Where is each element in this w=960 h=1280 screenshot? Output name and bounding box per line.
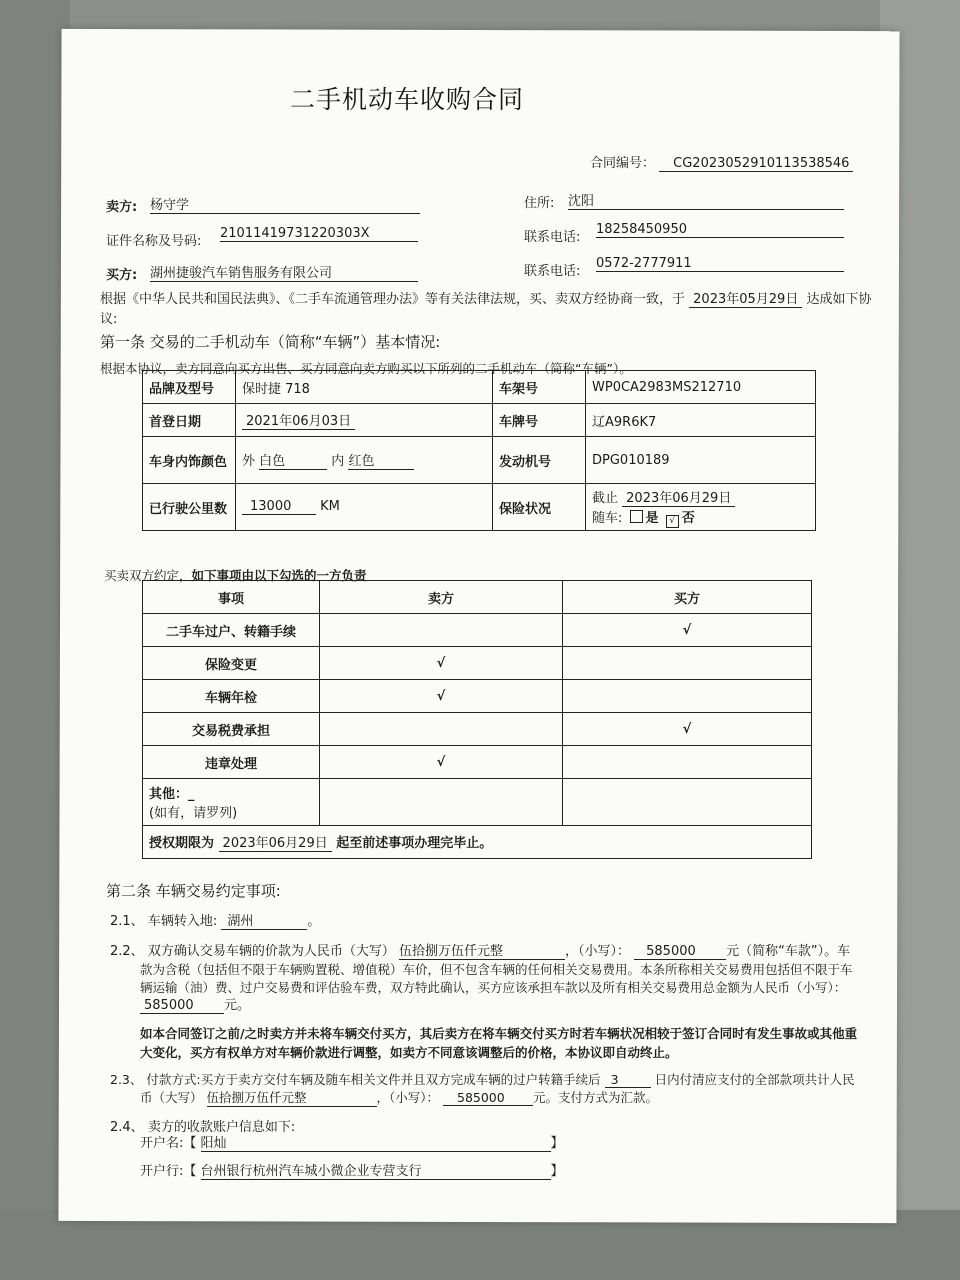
account-bank: 台州银行杭州汽车城小微企业专营支行 — [201, 1160, 551, 1180]
registration-value: 2021年06月03日 — [242, 410, 355, 430]
clause-end: 元。 — [224, 998, 251, 1013]
clause-2-2-line2: 款为含税（包括但不限于车辆购置税、增值税）车价，但不包含车辆的任何相关交易费用。本条所称相关交易费用包括但不限于车 — [140, 962, 853, 977]
contract-title: 二手机动车收购合同 — [290, 85, 525, 114]
table-row — [143, 647, 812, 680]
duty-seller — [320, 614, 563, 647]
clause-2-2-line1 — [110, 940, 850, 960]
other-seller — [320, 779, 563, 826]
preamble-line1 — [100, 288, 871, 308]
clause-text-5: 元。支付方式为汇款。 — [533, 1090, 659, 1105]
duty-seller: √ — [320, 746, 563, 779]
engine-label: 发动机号 — [493, 437, 586, 484]
vin-label: 车架号 — [493, 371, 586, 404]
agreement-intro-text: 买卖双方约定， — [104, 568, 192, 583]
bracket-end: 】 — [550, 1164, 564, 1179]
preamble-line2: 议: — [100, 312, 118, 327]
brand-value: 保时捷 718 — [236, 371, 493, 404]
clause-text-3: 币（大写） — [140, 1090, 203, 1105]
clause-2-2-line3: 辆运输（油）费、过户交易费和评估验车费，双方特此确认，买方应该承担车款以及所有相关交易费用总金额为人民币（小写）： — [140, 980, 847, 995]
table-row — [143, 713, 812, 746]
preamble-text-2: 达成如下协 — [806, 292, 872, 307]
clause-text: 付款方式:买方于卖方交付车辆及随车相关文件并且双方完成车辆的过户转籍手续后 — [146, 1072, 601, 1087]
article1-title: 第一条 交易的二手机动车（简称“车辆”）基本情况: — [100, 333, 441, 351]
outer-color: 白色 — [259, 450, 327, 470]
vin-value: WP0CA2983MS212710 — [586, 371, 816, 404]
price-lowercase: 585000 — [634, 944, 726, 960]
mileage-cell — [236, 484, 493, 531]
inner-color: 红色 — [348, 450, 414, 470]
table-row — [143, 779, 812, 826]
bold-clause-line1: 如本合同签订之前/之时卖方并未将车辆交付买方，其后卖方在将车辆交付买方时若车辆状况相较于签订合同时有发生事故或其他重 — [140, 1026, 858, 1041]
duty-buyer: √ — [563, 614, 812, 647]
clause-number: 2.3、 — [110, 1072, 143, 1087]
mileage-value: 13000 — [242, 499, 316, 515]
duty-buyer: √ — [563, 713, 812, 746]
table-row — [143, 404, 816, 437]
header-item: 事项 — [143, 581, 320, 614]
other-buyer — [563, 779, 812, 826]
deadline-tail: 起至前述事项办理完毕止。 — [336, 836, 493, 851]
table-row — [143, 484, 816, 531]
plate-label: 车牌号 — [493, 404, 586, 437]
other-cell — [143, 779, 320, 826]
seller-phone-label: 联系电话: — [524, 230, 581, 245]
header-seller: 卖方 — [320, 581, 563, 614]
seller-id-label: 证件名称及号码: — [106, 234, 202, 249]
clause-number: 2.1、 — [110, 914, 144, 929]
header-buyer: 买方 — [563, 581, 812, 614]
other-label: 其他：_ — [149, 787, 195, 802]
duty-buyer — [563, 680, 812, 713]
seller-label: 卖方: — [106, 200, 138, 215]
agreement-date: 2023年05月29日 — [689, 288, 802, 308]
engine-value: DPG010189 — [586, 437, 816, 484]
clause-number: 2.2、 — [110, 944, 144, 959]
no-checkbox[interactable]: √ — [666, 515, 679, 528]
duties-table — [142, 580, 812, 859]
insurance-follow-label: 随车: — [592, 510, 623, 526]
seller-address: 沈阳 — [568, 190, 844, 210]
table-row — [143, 437, 816, 484]
bracket-end: 】 — [550, 1136, 564, 1151]
duty-item: 保险变更 — [143, 647, 320, 680]
duty-seller: √ — [320, 680, 563, 713]
clause-2-1 — [110, 910, 320, 930]
duty-item: 二手车过户、转籍手续 — [143, 614, 320, 647]
payment-lowercase: 585000 — [443, 1090, 533, 1106]
payment-days: 3 — [605, 1072, 651, 1088]
seller-id: 21011419731220303X — [220, 226, 418, 242]
table-row — [143, 371, 816, 404]
buyer-phone-label: 联系电话: — [524, 264, 581, 279]
duty-item: 车辆年检 — [143, 680, 320, 713]
clause-end: 。 — [307, 914, 321, 929]
clause-2-3-line2 — [140, 1088, 658, 1107]
registration-cell — [236, 404, 493, 437]
yes-label: 是 — [645, 510, 659, 526]
clause-text: 卖方的收款账户信息如下: — [147, 1120, 296, 1135]
buyer-label: 买方: — [106, 268, 138, 283]
deadline-label: 授权期限为 — [149, 836, 215, 851]
price-uppercase: 伍拾捌万伍仟元整 — [399, 940, 565, 960]
duty-seller — [320, 713, 563, 746]
clause-text-4: ，（小写）： — [376, 1090, 440, 1105]
account-holder-row — [140, 1132, 564, 1152]
total-amount: 585000 — [140, 998, 224, 1014]
destination-value: 湖州 — [221, 910, 307, 930]
other-hint: (如有，请罗列) — [149, 806, 238, 821]
clause-text: 车辆转入地: — [147, 914, 218, 929]
clause-text-2: 日内付清应支付的全部款项共计人民 — [654, 1072, 855, 1087]
agreement-intro-bold: 如下事项由以下勾选的一方负责 — [191, 568, 367, 583]
account-holder: 阳灿 — [201, 1132, 551, 1152]
plate-value: 辽A9R6K7 — [586, 404, 816, 437]
clause-2-2-line4 — [140, 994, 250, 1014]
no-label: 否 — [681, 510, 695, 526]
account-holder-label: 开户名:【 — [140, 1136, 197, 1151]
seller-phone: 18258450950 — [596, 222, 844, 238]
article1-intro: 根据本协议，卖方同意向买方出售、买方同意向卖方购买以下所列的二手机动车（简称“车辆”）。 — [100, 361, 632, 376]
payment-uppercase: 伍拾捌万伍仟元整 — [207, 1088, 377, 1107]
contract-number-label: 合同编号： — [590, 156, 656, 171]
preamble-text: 根据《中华人民共和国民法典》、《二手车流通管理办法》等有关法律法规，买、卖双方经协商一致，于 — [100, 292, 686, 307]
contract-number-row — [590, 152, 853, 172]
account-bank-row — [140, 1160, 564, 1180]
contract-number: CG2023052910113538546 — [659, 156, 853, 172]
duty-item: 交易税费承担 — [143, 713, 320, 746]
color-label: 车身内饰颜色 — [143, 437, 236, 484]
seller-name: 杨守学 — [150, 194, 420, 214]
insurance-label: 保险状况 — [493, 484, 586, 531]
seller-address-label: 住所: — [524, 196, 555, 211]
yes-checkbox[interactable] — [630, 510, 643, 523]
article2-title: 第二条 车辆交易约定事项: — [106, 882, 281, 900]
mileage-unit: KM — [320, 499, 340, 514]
table-row — [143, 581, 812, 614]
clause-text: 双方确认交易车辆的价款为人民币（大写） — [147, 944, 395, 959]
table-row — [143, 826, 812, 859]
table-row — [143, 746, 812, 779]
bold-clause-line2: 大变化，买方有权单方对车辆价款进行调整，如卖方不同意该调整后的价格，本协议即自动终止。 — [140, 1045, 678, 1060]
inner-color-label: 内 — [331, 454, 345, 469]
account-bank-label: 开户行:【 — [140, 1164, 197, 1179]
clause-number: 2.4、 — [110, 1120, 144, 1135]
table-row — [143, 680, 812, 713]
insurance-cell — [586, 484, 816, 531]
vehicle-info-table — [142, 370, 816, 531]
buyer-phone: 0572-2777911 — [596, 256, 844, 272]
duty-seller: √ — [320, 647, 563, 680]
deadline-cell — [143, 826, 812, 859]
clause-text-2: ，（小写）： — [564, 944, 630, 959]
deadline-date: 2023年06月29日 — [219, 832, 332, 852]
insurance-until: 2023年06月29日 — [622, 487, 735, 507]
insurance-until-label: 截止 — [592, 490, 619, 506]
brand-label: 品牌及型号 — [143, 371, 236, 404]
clause-text-3: 元（简称“车款”）。车 — [726, 944, 851, 959]
duty-item: 违章处理 — [143, 746, 320, 779]
outer-color-label: 外 — [242, 454, 256, 469]
color-cell — [236, 437, 493, 484]
duty-buyer — [563, 746, 812, 779]
buyer-name: 湖州捷骏汽车销售服务有限公司 — [150, 262, 418, 282]
table-row — [143, 614, 812, 647]
clause-2-3-line1 — [110, 1070, 855, 1088]
registration-label: 首登日期 — [143, 404, 236, 437]
mileage-label: 已行驶公里数 — [143, 484, 236, 531]
duty-buyer — [563, 647, 812, 680]
